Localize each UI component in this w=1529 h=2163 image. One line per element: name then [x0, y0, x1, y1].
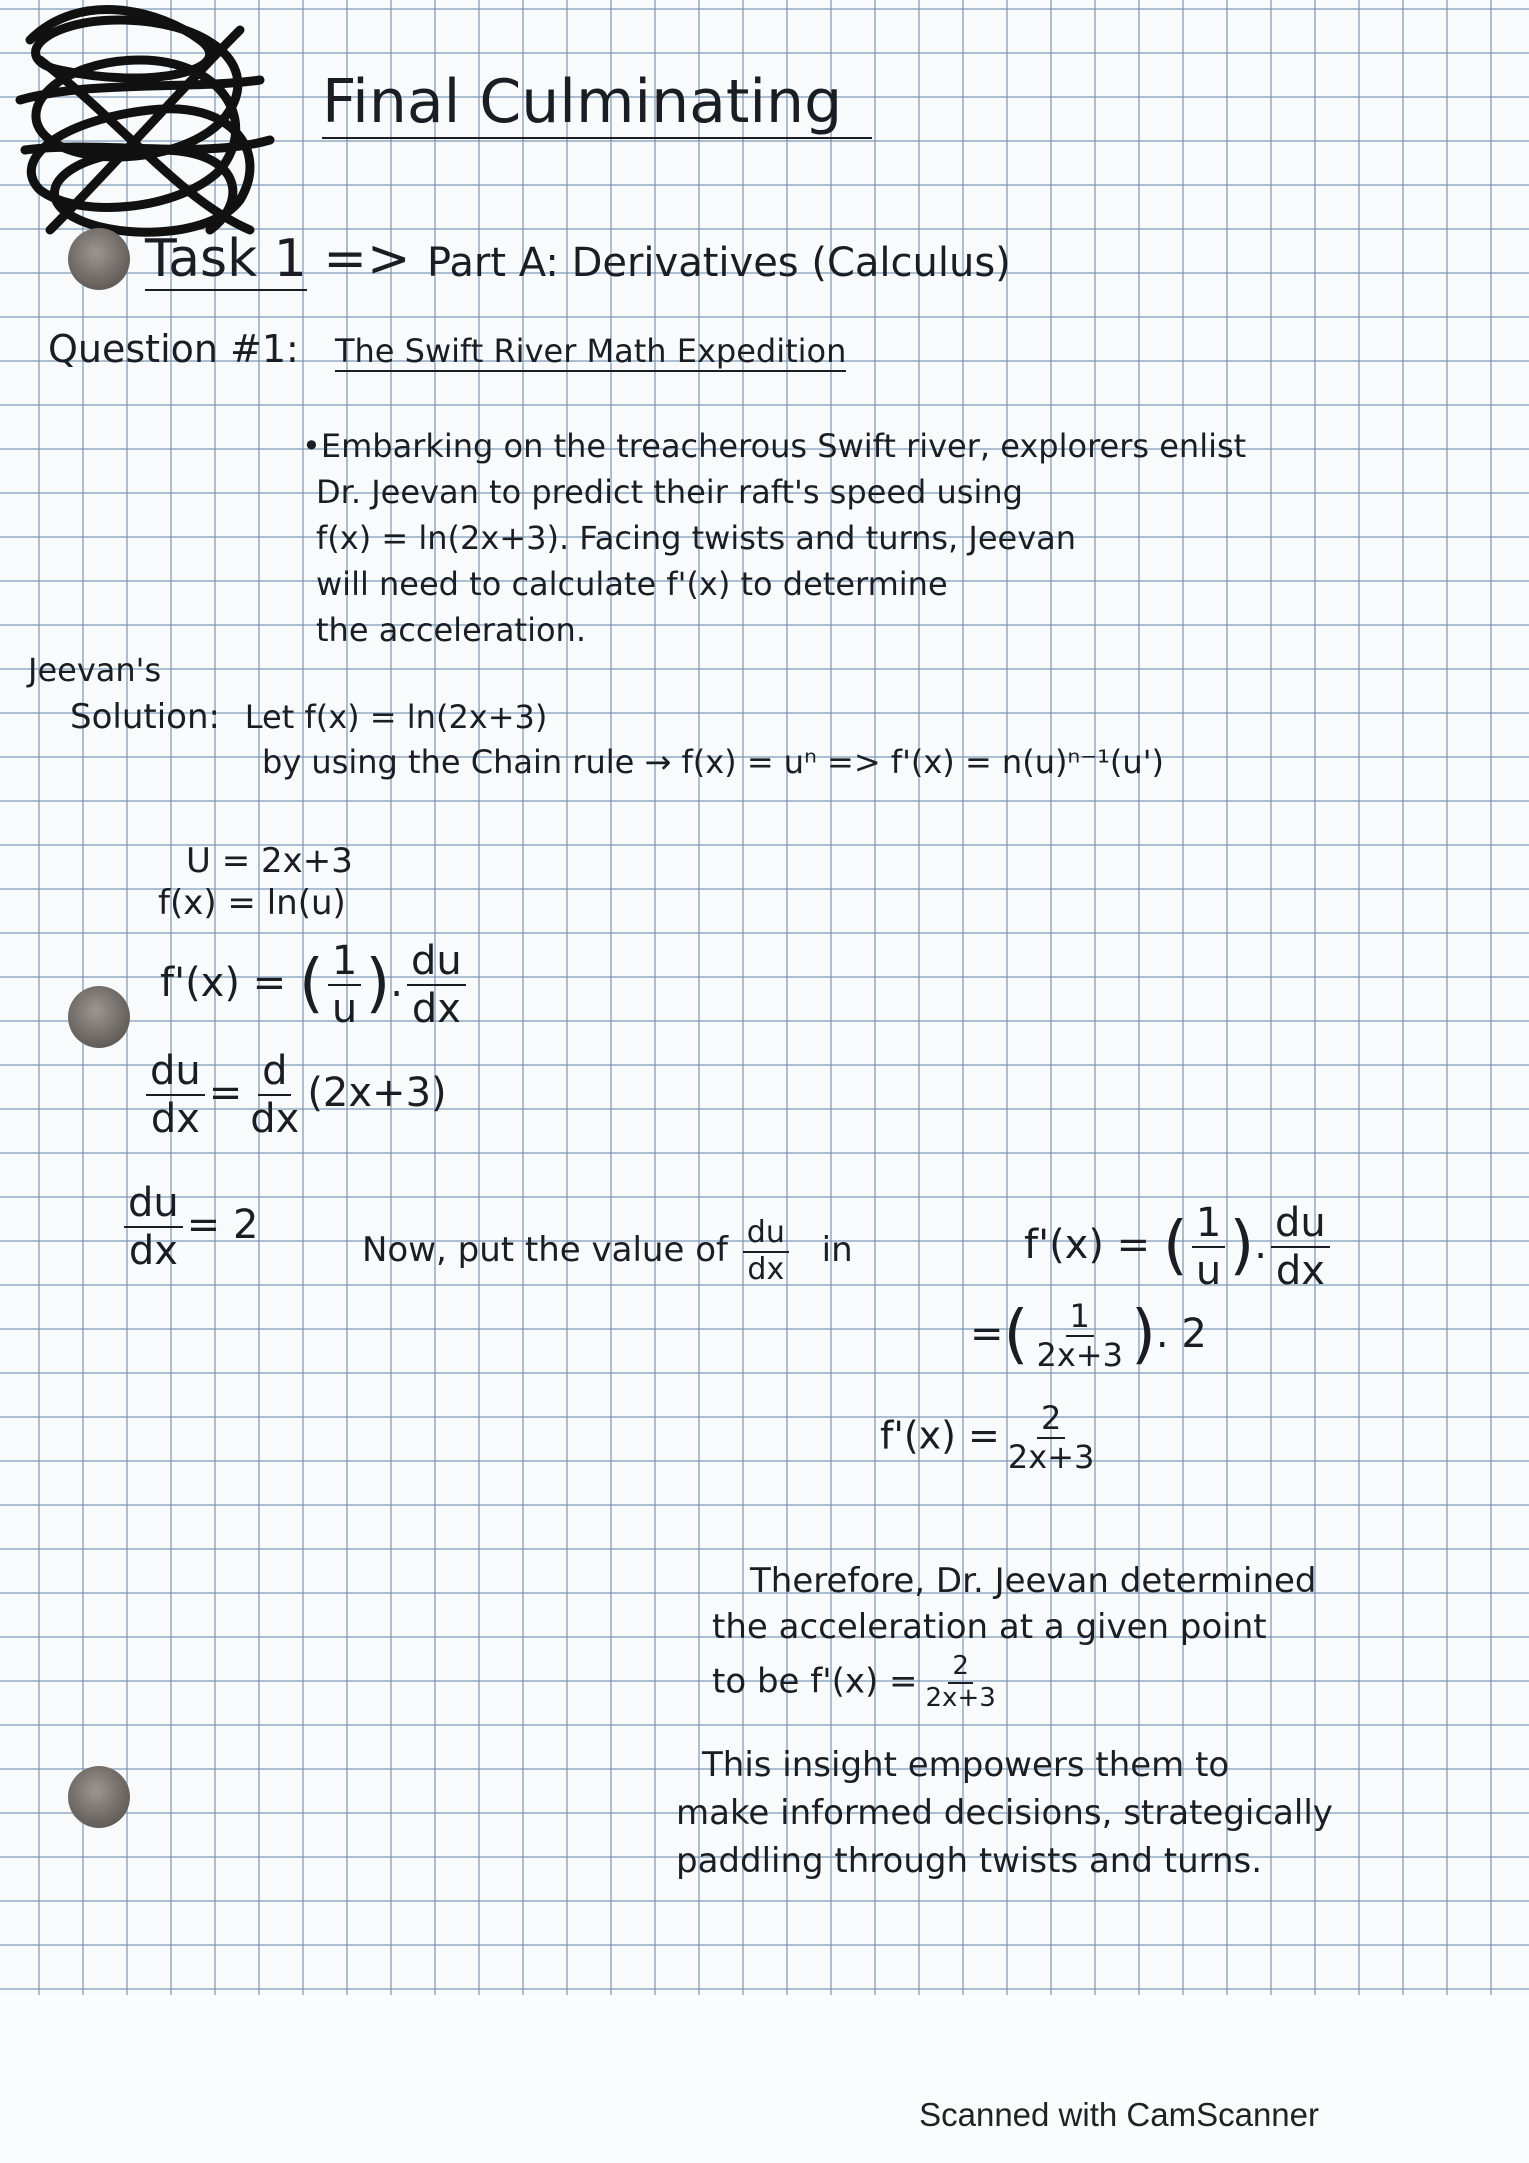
- fraction-du-dx: [1271, 1200, 1330, 1294]
- paren: ): [1229, 1209, 1255, 1284]
- intro-line: f(x) = ln(2x+3). Facing twists and turns, Jeevan: [316, 519, 1077, 557]
- question-label: Question #1:: [48, 327, 299, 371]
- final-lhs: f'(x) =: [880, 1413, 1000, 1458]
- fraction-2-over-2x3: [922, 1652, 1000, 1714]
- fraction-du-dx: [407, 938, 466, 1032]
- conclusion-line: the acceleration at a given point: [712, 1607, 1267, 1647]
- numerator: 1: [328, 938, 361, 986]
- f-of-u: f(x) = ln(u): [158, 883, 346, 923]
- paren: (: [1003, 1298, 1029, 1372]
- now-put-text: Now, put the value of: [362, 1230, 728, 1270]
- equals: =: [208, 1070, 243, 1116]
- numerator: du: [124, 1180, 183, 1228]
- conclusion-line: [712, 1652, 1004, 1714]
- fraction-du-dx: [124, 1180, 183, 1274]
- question-title: The Swift River Math Expedition: [334, 332, 847, 370]
- numerator: d: [258, 1048, 291, 1096]
- denominator: 2x+3: [1007, 1437, 1095, 1476]
- paren: (: [298, 947, 324, 1022]
- paren: ): [365, 947, 391, 1022]
- times-two: . 2: [1155, 1310, 1207, 1357]
- denominator: dx: [150, 1096, 200, 1142]
- numerator: du: [743, 1216, 789, 1253]
- solution-line: [70, 698, 547, 737]
- solution-owner: Jeevan's: [28, 651, 162, 689]
- question-heading: [48, 328, 846, 372]
- intro-line: Dr. Jeevan to predict their raft's speed using: [316, 473, 1023, 511]
- final-derivative: [880, 1400, 1102, 1476]
- denominator: dx: [747, 1251, 785, 1287]
- numerator: 2: [1037, 1400, 1065, 1439]
- substitution-formula: [1024, 1200, 1334, 1294]
- equals: =: [970, 1310, 1004, 1357]
- dot: .: [1254, 1222, 1268, 1268]
- denominator: u: [1195, 1248, 1222, 1294]
- denominator: 2x+3: [925, 1682, 996, 1713]
- insight-line: paddling through twists and turns.: [676, 1841, 1263, 1881]
- page-title: Final Culminating: [322, 68, 872, 139]
- task-part: Part A: Derivatives (Calculus): [427, 240, 1011, 286]
- intro-line: •Embarking on the treacherous Swift river, explorers enlist: [302, 427, 1247, 465]
- fraction-one-over-2x3: [1032, 1298, 1126, 1374]
- denominator: dx: [411, 986, 461, 1032]
- denominator: dx: [1275, 1248, 1325, 1294]
- numerator: 1: [1066, 1298, 1094, 1337]
- numerator: du: [407, 938, 466, 986]
- derivative-step-1: [160, 938, 470, 1032]
- in-word: in: [821, 1230, 853, 1270]
- paren: ): [1130, 1298, 1156, 1372]
- conclusion-text: to be f'(x) =: [712, 1661, 918, 1702]
- solution-let: Let f(x) = ln(2x+3): [244, 698, 548, 736]
- fraction-du-dx: [743, 1216, 789, 1287]
- numerator: du: [146, 1048, 205, 1096]
- scanner-watermark: Scanned with CamScanner: [919, 2096, 1319, 2133]
- expression: (2x+3): [307, 1070, 447, 1116]
- derivative-step-2: [142, 1048, 447, 1142]
- intro-line: will need to calculate f'(x) to determine: [316, 565, 948, 603]
- insight-line: make informed decisions, strategically: [676, 1793, 1333, 1833]
- task-heading: [145, 230, 1011, 290]
- fprime-lhs: f'(x) =: [160, 960, 299, 1006]
- numerator: 2: [948, 1652, 973, 1684]
- fraction-d-dx: [246, 1048, 303, 1142]
- insight-line: This insight empowers them to: [702, 1745, 1230, 1785]
- fraction-one-over-u: [1192, 1200, 1225, 1294]
- task-label: Task 1: [145, 229, 307, 289]
- substitution-result: [970, 1298, 1207, 1374]
- conclusion-line: Therefore, Dr. Jeevan determined: [750, 1561, 1317, 1601]
- fraction-du-dx: [146, 1048, 205, 1142]
- task-arrow: =>: [323, 229, 411, 289]
- punch-hole: [68, 1766, 130, 1828]
- intro-line: the acceleration.: [316, 611, 586, 649]
- fraction-one-over-u: [328, 938, 361, 1032]
- paren: (: [1162, 1209, 1188, 1284]
- denominator: 2x+3: [1036, 1335, 1123, 1374]
- substitution-line: [362, 1216, 853, 1287]
- punch-hole: [68, 986, 130, 1048]
- scribble-mark: [0, 0, 310, 250]
- fprime-lhs: f'(x) =: [1024, 1222, 1163, 1268]
- value: = 2: [186, 1202, 259, 1248]
- denominator: dx: [250, 1096, 300, 1142]
- denominator: u: [331, 986, 358, 1032]
- numerator: 1: [1192, 1200, 1225, 1248]
- dot: .: [390, 960, 404, 1006]
- denominator: dx: [128, 1228, 178, 1274]
- punch-hole: [68, 228, 130, 290]
- solution-label: Solution:: [70, 697, 220, 737]
- u-definition: U = 2x+3: [186, 841, 353, 881]
- fraction-2-over-2x3: [1004, 1400, 1098, 1476]
- derivative-step-3: [120, 1180, 258, 1274]
- chain-rule-line: by using the Chain rule → f(x) = uⁿ => f'(x) = n(u)ⁿ⁻¹(u'): [262, 743, 1164, 781]
- numerator: du: [1271, 1200, 1330, 1248]
